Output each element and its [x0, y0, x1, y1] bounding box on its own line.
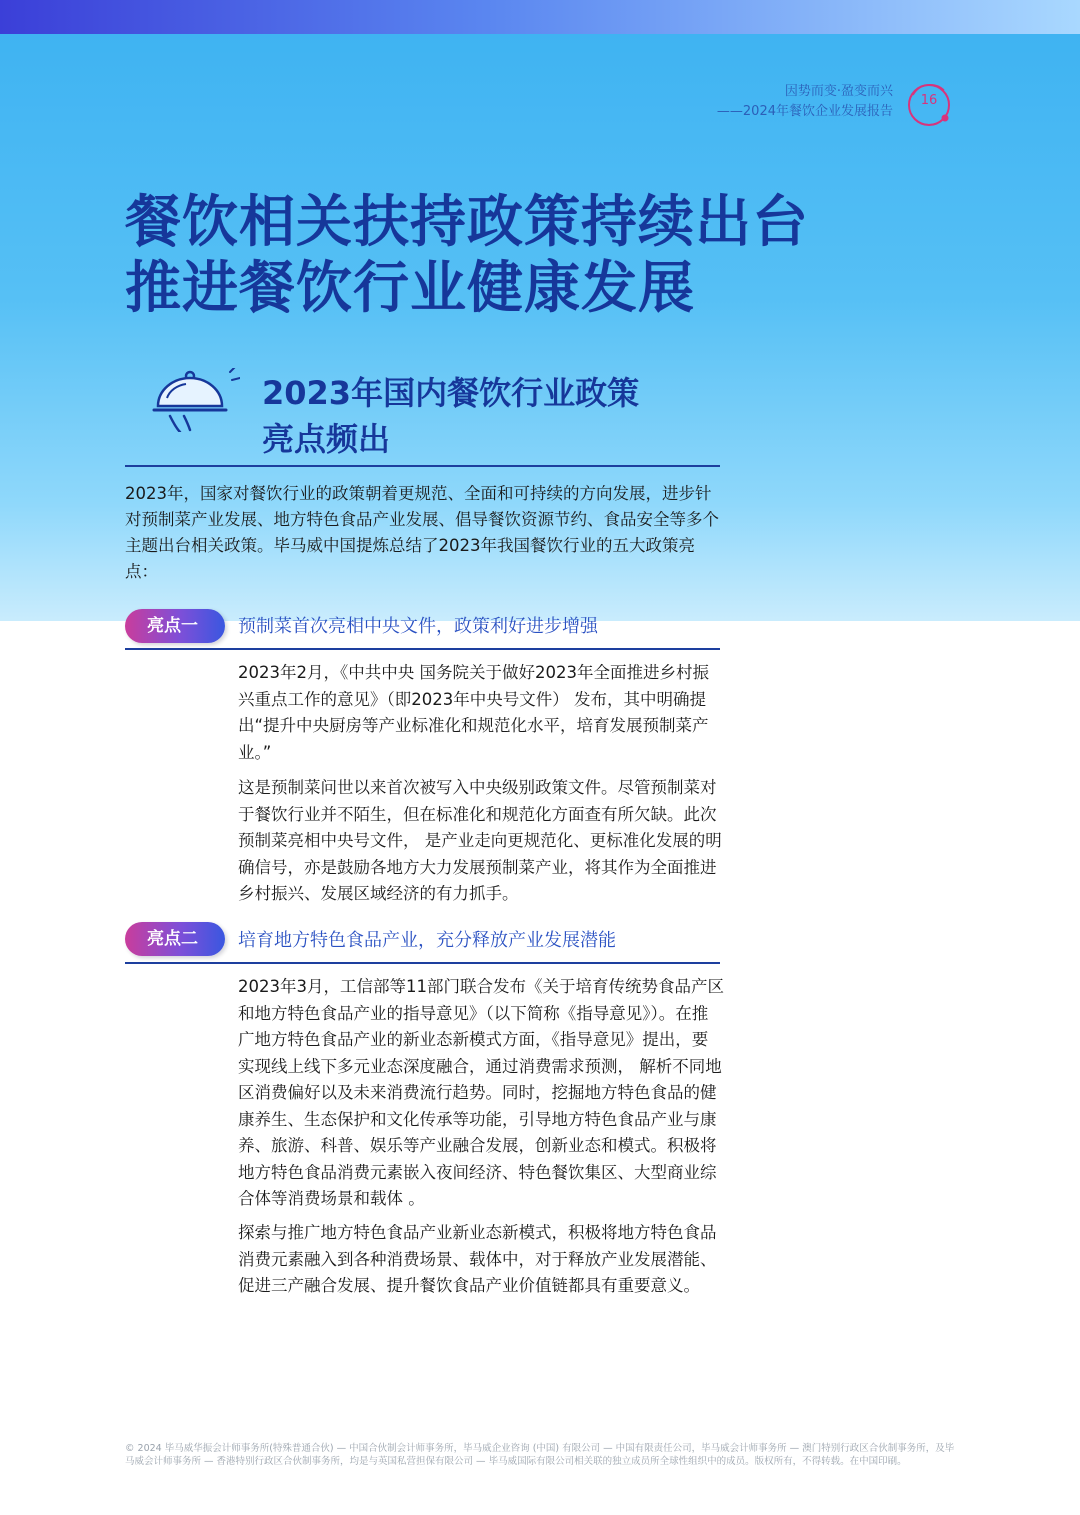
highlight-1-paragraph-2: 这是预制菜问世以来首次被写入中央级别政策文件。尽管预制菜对于餐饮行业并不陌生，但在标准化和规范化方面查有所欠缺。此次预制菜亮相中央号文件， 是产业走向更规范化、更标准化发展的明确信号，亦是鼓励各地方大力发展预制菜产业，将其作为全面推进乡村振兴、发展区域经济的有力抓手。 — [238, 778, 722, 903]
highlight-1-badge: 亮点一 — [125, 609, 225, 643]
section-title-line2: 亮点频出 — [262, 420, 391, 458]
page-title — [125, 190, 885, 322]
running-header-line1: 因势而变·盈变而兴 — [784, 84, 893, 99]
page-title-line2: 推进餐饮行业健康发展 — [125, 256, 695, 321]
highlight-2-paragraph-1: 2023年3月，工信部等11部门联合发布《关于培育传统势食品产区和地方特色食品产业的指导意见》（以下简称《指导意见》）。在推广地方特色食品产业的新业态新模式方面，《指导意见》提出，要实现线上线下多元业态深度融合，通过消费需求预测， 解析不同地区消费偏好以及未来消费流行趋势。同时，挖掘地方特色食品的健康养生、生态保护和文化传承等功能，引导地方特色食品产业与康养、旅游、科普、娱乐等产业融合发展，创新业态和模式。积极将地方特色食品消费元素嵌入夜间经济、特色餐饮集区、大型商业综合体等消费场景和载体 。 — [238, 977, 724, 1208]
highlight-1-title: 预制菜首次亮相中央文件，政策利好进步增强 — [238, 616, 598, 637]
section-title — [262, 370, 639, 462]
highlight-2-paragraph-2: 探索与推广地方特色食品产业新业态新模式，积极将地方特色食品消费元素融入到各种消费场景、载体中，对于释放产业发展潜能、促进三产融合发展、提升餐饮食品产业价值链都具有重要意义。 — [238, 1223, 717, 1295]
section-title-line1: 2023年国内餐饮行业政策 — [262, 374, 640, 412]
intro-paragraph: 2023年，国家对餐饮行业的政策朝着更规范、全面和可持续的方向发展，进步针对预制菜产业发展、地方特色食品产业发展、倡导餐饮资源节约、食品安全等多个主题出台相关政策。毕马威中国提炼总结了2023年我国餐饮行业的五大政策亮点： — [125, 484, 719, 581]
highlight-2-divider — [125, 962, 720, 964]
running-header-line2: ——2024年餐饮企业发展报告 — [716, 104, 893, 119]
section-divider — [125, 465, 720, 467]
copyright-footer: © 2024 毕马威华振会计师事务所(特殊普通合伙) — 中国合伙制会计师事务所，毕马威企业咨询 (中国) 有限公司 — 中国有限责任公司，毕马威会计师事务所 — 澳门特别行政区合伙制事务所，及毕马威会计师事务所 — 香港特别行政区合伙制事务所，均是与英国私营担保有限公司 — 毕马威国际有限公司相关联的独立成员所全球性组织中的成员。版权所有，不得转载。在中国印刷。 — [125, 1443, 955, 1467]
highlight-1-paragraph-1: 2023年2月，《中共中央 国务院关于做好2023年全面推进乡村振兴重点工作的意见》（即2023年中央号文件） 发布，其中明确提出“提升中央厨房等产业标准化和规范化水平，培育发展预制菜产业。” — [238, 663, 709, 762]
page-title-line1: 餐饮相关扶持政策持续出台 — [125, 190, 809, 255]
cloche-icon — [150, 368, 240, 432]
page-number: 16 — [920, 93, 938, 108]
running-header — [717, 82, 893, 122]
highlight-1-divider — [125, 648, 720, 650]
top-gradient-bar — [0, 0, 1080, 34]
highlight-2-badge: 亮点二 — [125, 922, 225, 956]
highlight-2-title: 培育地方特色食品产业，充分释放产业发展潜能 — [238, 930, 616, 951]
